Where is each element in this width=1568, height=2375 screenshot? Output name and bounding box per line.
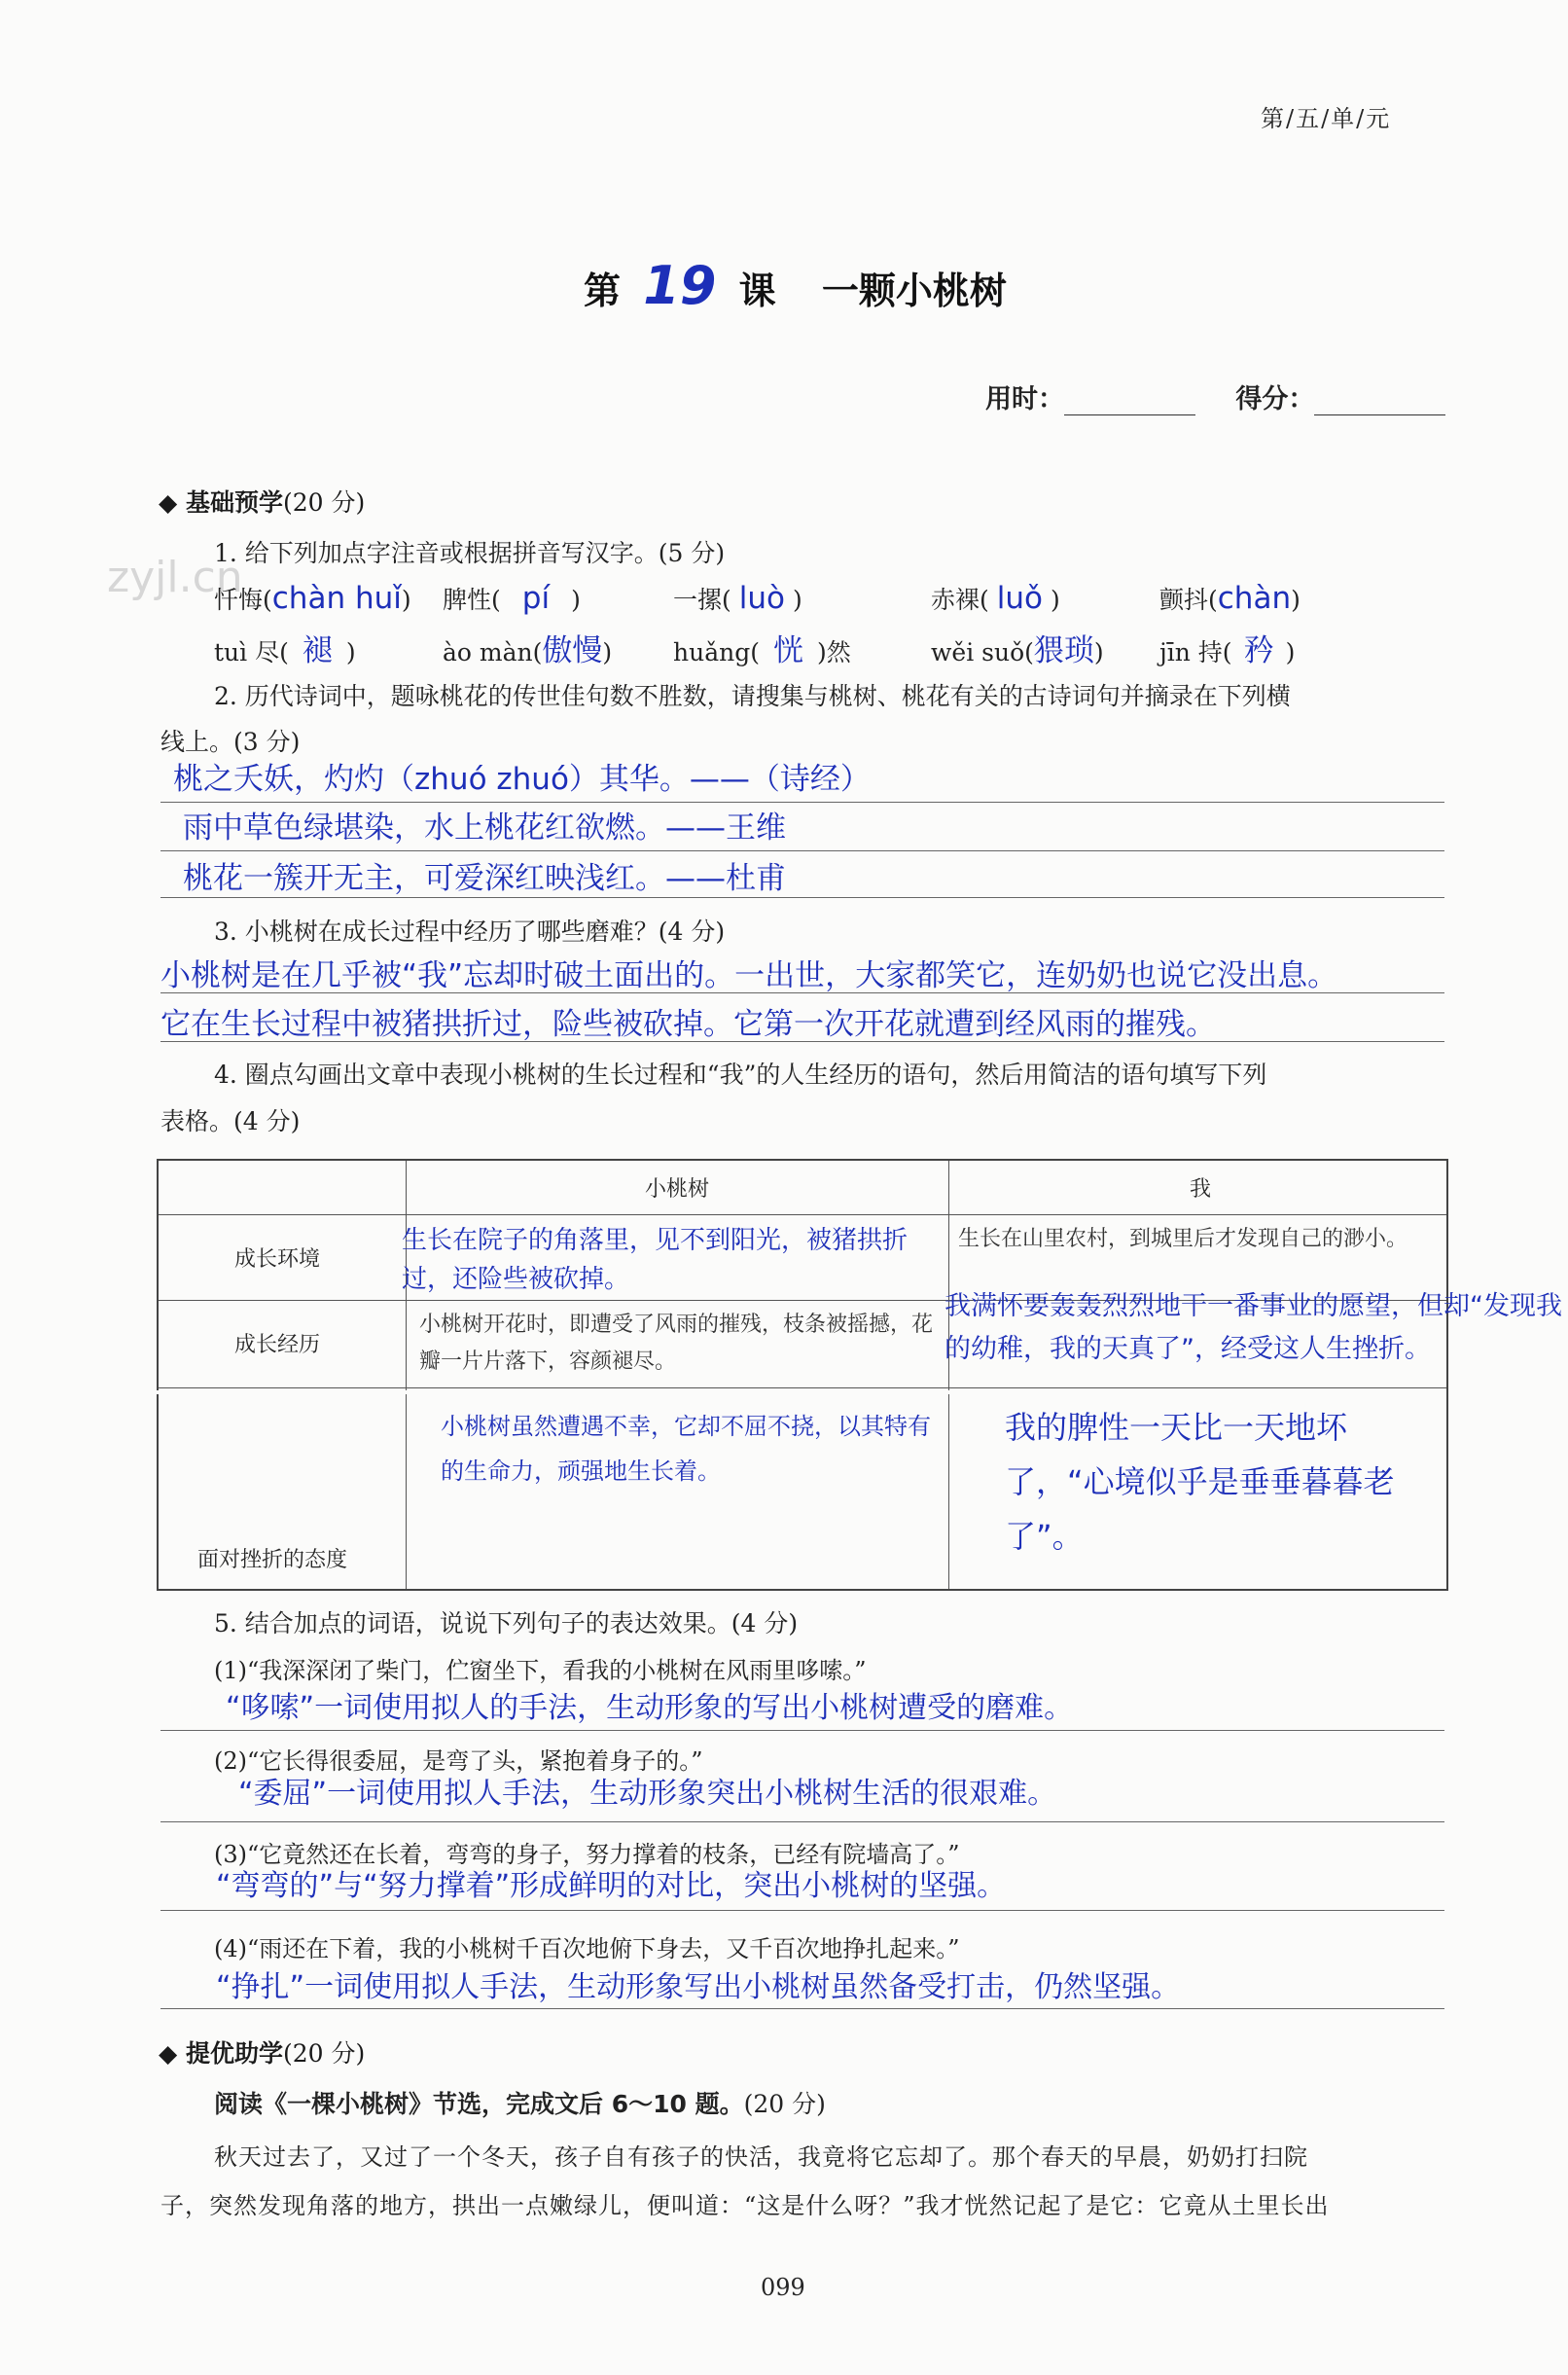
score-label: 得分：	[1235, 384, 1315, 414]
q5-sentence: (1)“我深深闭了柴门，伫窗坐下，看我的小桃树在风雨里哆嗦。”	[214, 1657, 867, 1684]
q5-prompt: 5. 结合加点的词语，说说下列句子的表达效果。(4 分)	[214, 1609, 799, 1637]
q1-row1-item: 脾性( pí )	[443, 581, 581, 616]
q5-answer-line: “委屈”一词使用拟人手法，生动形象突出小桃树生活的很艰难。	[238, 1777, 1057, 1811]
q2-prompt-line1: 2. 历代诗词中，题咏桃花的传世佳句数不胜数，请搜集与桃树、桃花有关的古诗词句并摘录在下列横	[214, 682, 1291, 710]
q5-answer-line: “弯弯的”与“努力撑着”形成鲜明的对比，突出小桃树的坚强。	[216, 1869, 1007, 1903]
q5-sentence: (4)“雨还在下着，我的小桃树千百次地俯下身去，又千百次地挣扎起来。”	[214, 1935, 960, 1962]
row-label: 成长环境	[234, 1247, 321, 1272]
answer-rule	[160, 2008, 1444, 2009]
time-label: 用时：	[985, 384, 1064, 414]
title-prefix: 第	[584, 270, 622, 312]
q1-row2-item: huǎng( 恍 )然	[673, 633, 851, 668]
diamond-icon: ◆	[159, 2039, 178, 2068]
time-blank[interactable]	[1064, 387, 1195, 415]
reading-paragraph-line: 秋天过去了，又过了一个冬天，孩子自有孩子的快活，我竟将它忘却了。那个春天的早晨，奶奶打扫院	[214, 2143, 1308, 2171]
section-advanced-score: (20 分)	[282, 2039, 366, 2068]
q1-row2-item: jīn 持( 矜 )	[1159, 633, 1296, 668]
lesson-name: 一颗小桃树	[821, 270, 1007, 312]
q1-answer: luǒ	[996, 581, 1043, 616]
table-divider	[948, 1161, 949, 1589]
q1-answer: 恍	[772, 633, 803, 668]
answer-rule	[160, 897, 1444, 898]
q1-row2-item: wěi suǒ(猥琐)	[931, 633, 1104, 668]
reading-intro-score: (20 分)	[743, 2090, 826, 2118]
q2-answer-line: 桃花一簇开无主，可爱深红映浅红。——杜甫	[183, 861, 786, 896]
me-attitude-answer: 我的脾性一天比一天地坏了，“心境似乎是垂垂暮暮老了”。	[1005, 1409, 1395, 1555]
q1-answer: 褪	[302, 633, 333, 668]
table-header-me: 我	[1190, 1177, 1212, 1202]
q1-row1-item: 颤抖(chàn)	[1159, 581, 1301, 616]
q4-prompt-line1: 4. 圈点勾画出文章中表现小桃树的生长过程和“我”的人生经历的语句，然后用简洁的语句填写下列	[214, 1061, 1267, 1089]
answer-rule	[160, 1910, 1444, 1911]
q3-answer-line: 小桃树是在几乎被“我”忘却时破土面出的。一出世，大家都笑它，连奶奶也说它没出息。	[160, 958, 1338, 993]
q1-prompt: 1. 给下列加点字注音或根据拼音写汉字。(5 分)	[214, 539, 726, 567]
section-advanced	[159, 2034, 365, 2069]
section-basic	[159, 484, 365, 519]
scan-overlay	[157, 1390, 1446, 1394]
reading-intro-text: 阅读《一棵小桃树》节选，完成文后 6～10 题。	[214, 2090, 744, 2118]
q1-answer: chàn	[1217, 581, 1292, 616]
lesson-title	[584, 255, 1007, 316]
answer-rule	[160, 850, 1444, 851]
tree-attitude-answer: 小桃树虽然遭遇不幸，它却不屈不挠，以其特有的生命力，顽强地生长着。	[441, 1413, 931, 1485]
answer-rule	[160, 1730, 1444, 1731]
q1-answer: chàn huǐ	[271, 581, 402, 616]
q1-row1-item: 忏悔(chàn huǐ)	[214, 581, 411, 616]
row-label: 面对挫折的态度	[197, 1548, 348, 1572]
q3-answer-line: 它在生长过程中被猪拱折过，险些被砍掉。它第一次开花就遭到经风雨的摧残。	[160, 1007, 1216, 1042]
section-basic-score: (20 分)	[282, 488, 366, 517]
me-environment: 生长在山里农村，到城里后才发现自己的渺小。	[958, 1227, 1408, 1251]
q1-answer: 猥琐	[1033, 633, 1094, 668]
q5-answer-line: “哆嗦”一词使用拟人的手法，生动形象的写出小桃树遭受的磨难。	[226, 1691, 1074, 1725]
me-experience-answer: 我满怀要轰轰烈烈地干一番事业的愿望，但却“发现我的幼稚，我的天真了”，经受这人生挫折。	[944, 1291, 1562, 1364]
q1-row2-item: ào màn(傲慢)	[443, 633, 613, 668]
q1-answer: luò	[738, 581, 785, 616]
lesson-number: 19	[643, 255, 717, 316]
page-number: 099	[761, 2274, 805, 2301]
answer-rule	[160, 1821, 1444, 1822]
table-divider	[159, 1214, 1446, 1215]
q2-answer-line: 雨中草色绿堪染，水上桃花红欲燃。——王维	[183, 810, 786, 846]
score-blank[interactable]	[1314, 387, 1445, 415]
q1-row2-item: tuì 尽( 褪 )	[214, 633, 356, 668]
tree-experience: 小桃树开花时，即遭受了风雨的摧残，枝条被摇撼，花瓣一片片落下，容颜褪尽。	[419, 1313, 934, 1374]
q1-answer: 傲慢	[542, 633, 603, 668]
row-label: 成长经历	[234, 1333, 321, 1357]
diamond-icon: ◆	[159, 488, 178, 517]
table-header-tree: 小桃树	[645, 1177, 710, 1202]
q3-prompt: 3. 小桃树在成长过程中经历了哪些磨难？(4 分)	[214, 918, 726, 946]
growth-table	[157, 1159, 1562, 1591]
answer-rule	[160, 1041, 1444, 1042]
q2-answer-line: 桃之夭妖，灼灼（zhuó zhuó）其华。——（诗经）	[173, 762, 871, 797]
tree-environment-answer: 生长在院子的角落里，见不到阳光，被猪拱折过，还险些被砍掉。	[402, 1226, 909, 1294]
title-suffix: 课	[738, 270, 776, 312]
watermark: zyjl.cn	[107, 553, 243, 602]
q1-answer: 矜	[1243, 633, 1274, 668]
q5-answer-line: “挣扎”一词使用拟人手法，生动形象写出小桃树虽然备受打击，仍然坚强。	[216, 1970, 1181, 2004]
reading-paragraph-line: 子，突然发现角落的地方，拱出一点嫩绿儿，便叫道：“这是什么呀？”我才恍然记起了是它：它竟从土里长出	[160, 2192, 1330, 2219]
time-score-row	[985, 378, 1445, 415]
q1-row1-item: 一摞( luò )	[673, 581, 802, 616]
unit-header: 第/五/单/元	[1261, 105, 1392, 132]
table-divider	[159, 1387, 1446, 1388]
q5-sentence: (2)“它长得很委屈，是弯了头，紧抱着身子的。”	[214, 1747, 703, 1775]
q5-sentence: (3)“它竟然还在长着，弯弯的身子，努力撑着的枝条，已经有院墙高了。”	[214, 1841, 960, 1868]
section-basic-title: 基础预学	[185, 488, 283, 517]
q1-row1-item: 赤裸( luǒ )	[931, 581, 1060, 616]
q2-prompt-line2: 线上。(3 分)	[160, 728, 301, 756]
q4-prompt-line2: 表格。(4 分)	[160, 1107, 301, 1135]
reading-intro	[214, 2085, 826, 2120]
section-advanced-title: 提优助学	[185, 2039, 283, 2068]
answer-rule	[160, 992, 1444, 993]
q1-answer: pí	[521, 581, 551, 616]
